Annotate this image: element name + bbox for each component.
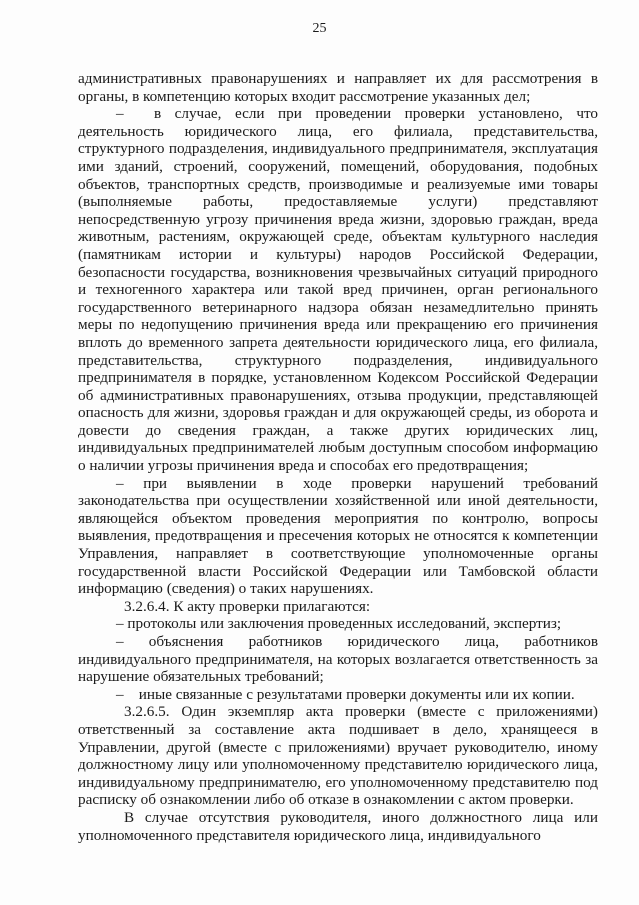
paragraph-clause-3-2-6-5: 3.2.6.5. Один экземпляр акта проверки (вместе с приложениями) ответственный за составление акта подшивает в дело, хранящееся в Управлении, другой (вместе с приложениями) вручает руководителю, иному должностному лицу или уполномоченному представителю юридического лица, индивидуальному предпринимателю, его уполномоченному представителю под расписку об ознакомлении либо об отказе в ознакомлении с актом проверки. (78, 703, 598, 809)
paragraph-dash-threat: – в случае, если при проведении проверки установлено, что деятельность юридического лица, его филиала, представительства, структурного подразделения, индивидуального предпринимателя, эксплуатация ими зданий, строений, сооружений, помещений, оборудования, подобных объектов, транспортных средств, производимые и реализуемые ими товары (выполняемые работы, предоставляемые услуги) представляют непосредственную угрозу причинения вреда жизни, здоровью граждан, вреда животным, растениям, окружающей среде, объектам культурного наследия (памятникам истории и культуры) народов Российской Федерации, безопасности государства, возникновения чрезвычайных ситуаций природного и техногенного характера или такой вред причинен, орган регионального государственного ветеринарного надзора обязан незамедлительно принять меры по недопущению причинения вреда или прекращению его причинения вплоть до временного запрета деятельности юридического лица, его филиала, представительства, структурного подразделения, индивидуального предпринимателя в порядке, установленном Кодексом Российской Федерации об административных правонарушениях, отзыва продукции, представляющей опасность для жизни, здоровья граждан и для окружающей среды, из оборота и довести до сведения граждан, а также других юридических лиц, индивидуальных предпринимателей любым доступным способом информацию о наличии угрозы причинения вреда и способах его предотвращения; (78, 105, 598, 475)
paragraph-absence-case: В случае отсутствия руководителя, иного должностного лица или уполномоченного представителя юридического лица, индивидуального (78, 808, 598, 844)
scan-artifact (180, 890, 440, 896)
document-body (78, 70, 598, 844)
paragraph-continuation: административных правонарушениях и направляет их для рассмотрения в органы, в компетенцию которых входит рассмотрение указанных дел; (78, 70, 598, 105)
paragraph-dash-protocols: – протоколы или заключения проведенных исследований, экспертиз; (116, 615, 562, 633)
paragraph-clause-3-2-6-4: 3.2.6.4. К акту проверки прилагаются: (124, 597, 371, 615)
paragraph-dash-other-documents: – иные связанные с результатами проверки документы или их копии. (116, 685, 575, 703)
paragraph-dash-violations: – при выявлении в ходе проверки нарушений требований законодательства при осуществлении хозяйственной или иной деятельности, являющейся объектом проведения мероприятия по контролю, вопросы выявления, предотвращения и пресечения которых не относятся к компетенции Управления, направляет в соответствующие уполномоченные органы государственной власти Российской Федерации или Тамбовской области информацию (сведения) о таких нарушениях. (78, 474, 598, 598)
page-number: 25 (312, 21, 327, 36)
paragraph-dash-explanations: – объяснения работников юридического лица, работников индивидуального предпринимателя, на которых возлагается ответственность за нарушение обязательных требований; (78, 633, 598, 686)
